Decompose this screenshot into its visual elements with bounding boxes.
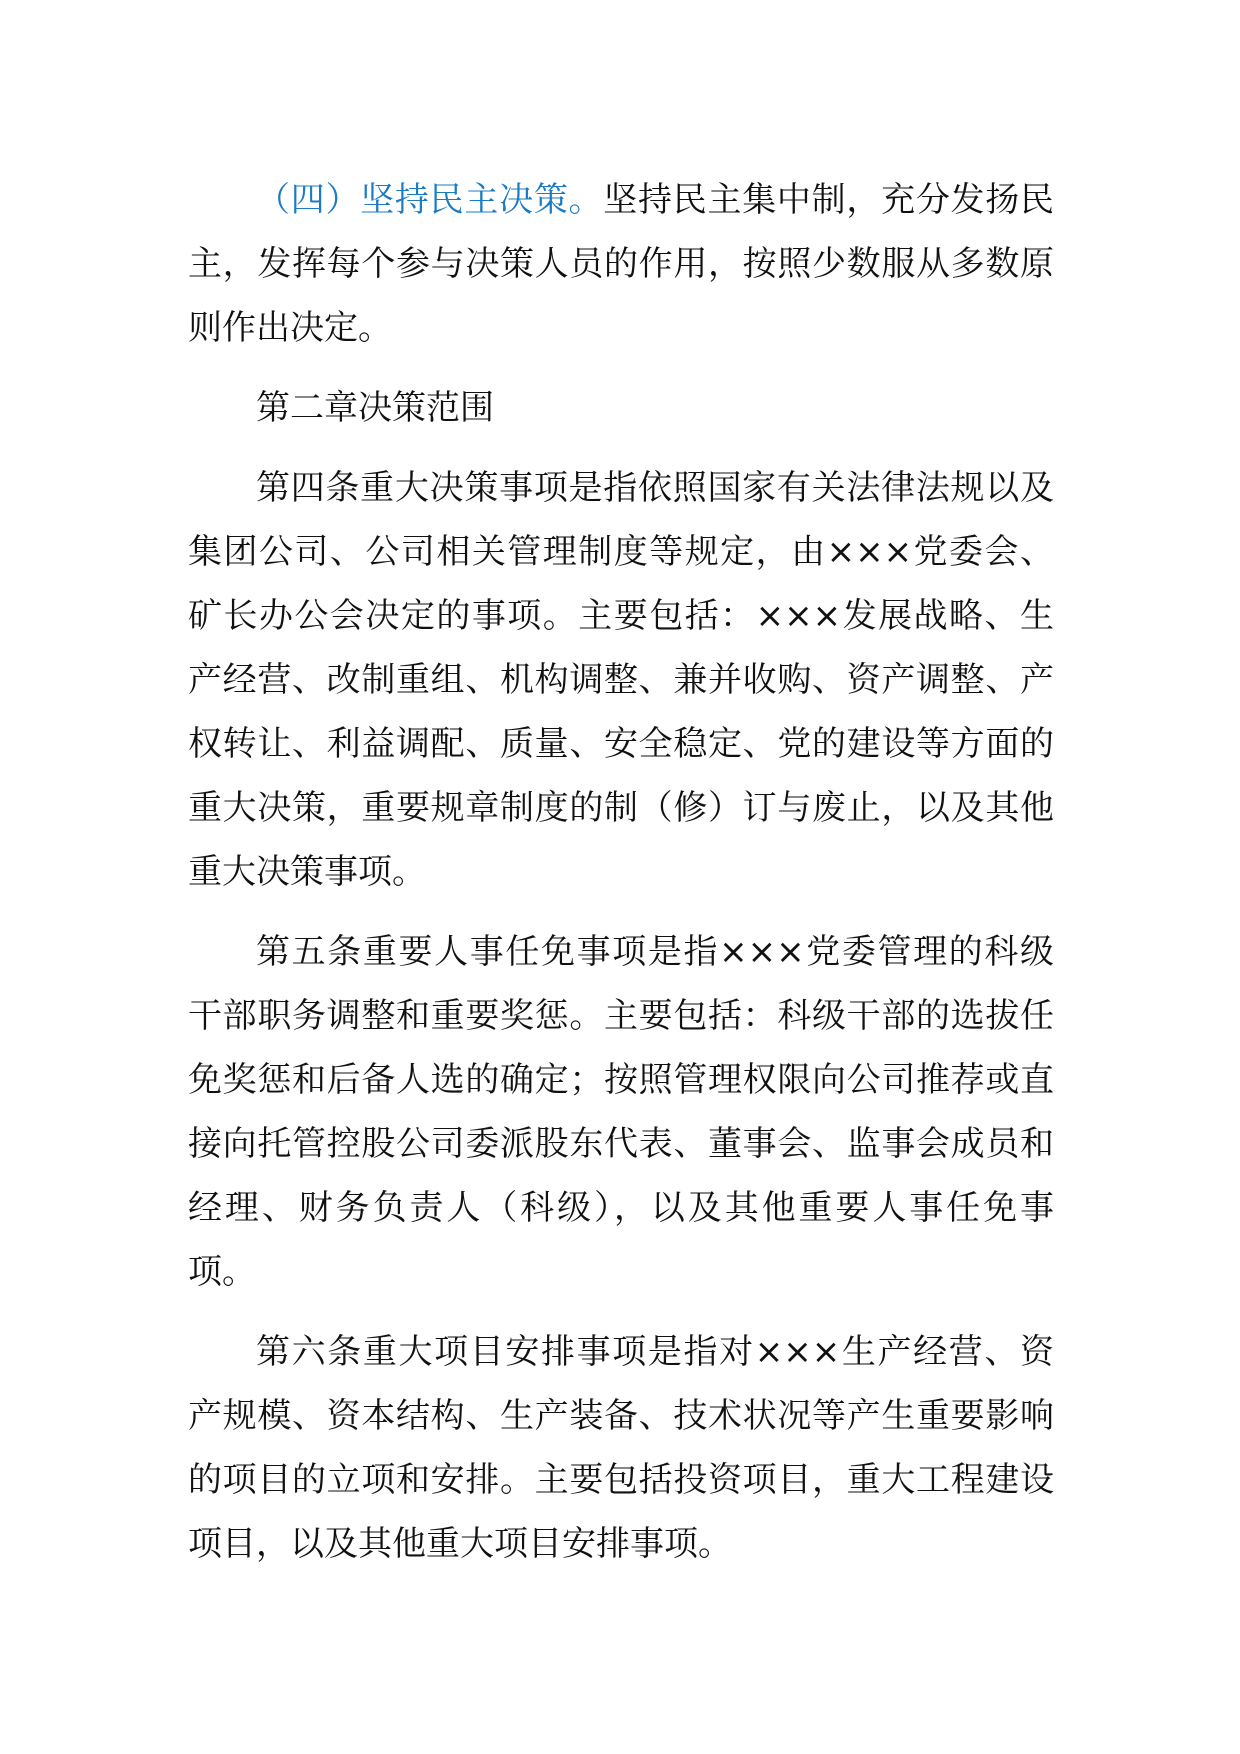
article-4-paragraph: 第四条重大决策事项是指依照国家有关法律法规以及集团公司、公司相关管理制度等规定，由×××党委会、矿长办公会决定的事项。主要包括：×××发展战略、生产经营、改制重组、机构调整、兼并收购、资产调整、产权转让、利益调配、质量、安全稳定、党的建设等方面的重大决策，重要规章制度的制（修）订与废止，以及其他重大决策事项。 [188,468,1054,892]
article-5-paragraph: 第五条重要人事任免事项是指×××党委管理的科级干部职务调整和重要奖惩。主要包括：科级干部的选拔任免奖惩和后备人选的确定；按照管理权限向公司推荐或直接向托管控股公司委派股东代表、董事会、监事会成员和经理、财务负责人（科级），以及其他重要人事任免事项。 [188,932,1054,1292]
section-heading-highlight: （四）坚持民主决策。 [256,180,604,220]
article-6-paragraph: 第六条重大项目安排事项是指对×××生产经营、资产规模、资本结构、生产装备、技术状况等产生重要影响的项目的立项和安排。主要包括投资项目，重大工程建设项目，以及其他重大项目安排事项。 [188,1332,1054,1564]
paragraph-democratic-decision [188,168,1054,360]
document-body [188,168,1054,1576]
paragraph-text: 坚持民主集中制，充分发扬民主，发挥每个参与决策人员的作用，按照少数服从多数原则作出决定。 [188,180,1055,348]
chapter-title: 第二章决策范围 [256,388,494,428]
